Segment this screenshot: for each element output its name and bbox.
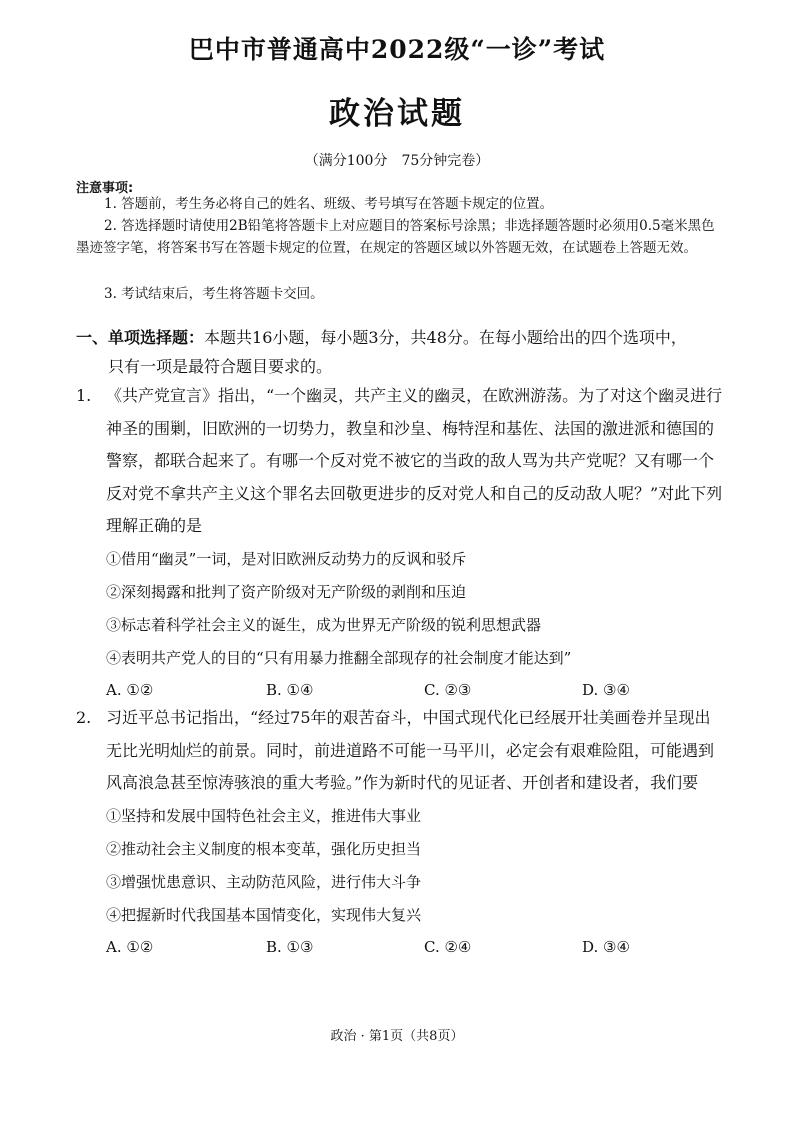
- exam-title: 巴中市普通高中2022级“一诊”考试: [188, 35, 606, 64]
- choice-d: D. ③④: [582, 937, 630, 956]
- option-4: ④表明共产党人的目的“只有用暴力推翻全部现存的社会制度才能达到”: [106, 648, 572, 667]
- answer-choices: [76, 675, 726, 705]
- subject-title: 政治试题: [329, 96, 465, 132]
- question-text: 习近平总书记指出，“经过75年的艰苦奋斗，中国式现代化已经展开壮美画卷并呈现出无比光明灿烂的前景。同时，前进道路不可能一马平川，必定会有艰难险阻，可能遇到风高浪急甚至惊涛骇浪的重大考验。”作为新时代的见证者、开创者和建设者，我们要: [106, 708, 715, 792]
- page-footer: 政治 · 第1页（共8页）: [330, 1029, 464, 1044]
- option-1: ①坚持和发展中国特色社会主义，推进伟大事业: [106, 806, 422, 825]
- choice-b: B. ①④: [266, 680, 314, 699]
- exam-subtitle: （满分100分 75分钟完卷）: [304, 153, 490, 169]
- notice-item-1: 1. 答题前，考生务必将自己的姓名、班级、考号填写在答题卡规定的位置。: [104, 196, 554, 212]
- section-heading: 一、单项选择题：: [76, 328, 205, 347]
- option-1: ①借用“幽灵”一词，是对旧欧洲反动势力的反讽和驳斥: [106, 549, 467, 568]
- question-stem: [76, 380, 726, 543]
- question-stem: [76, 702, 726, 800]
- choice-c: C. ②③: [424, 680, 472, 699]
- question-1: [76, 380, 726, 705]
- question-2: [76, 702, 726, 962]
- question-number: 1.: [76, 386, 92, 405]
- notice-item-3: 3. 考试结束后，考生将答题卡交回。: [104, 286, 324, 302]
- choice-d: D. ③④: [582, 680, 630, 699]
- choice-b: B. ①③: [266, 937, 314, 956]
- choice-c: C. ②④: [424, 937, 472, 956]
- section-instructions-cont: 只有一项是最符合题目要求的。: [108, 357, 333, 376]
- question-text: 《共产党宣言》指出，“一个幽灵，共产主义的幽灵，在欧洲游荡。为了对这个幽灵进行神圣的围剿，旧欧洲的一切势力，教皇和沙皇、梅特涅和基佐、法国的激进派和德国的警察，都联合起来了。有哪一个反对党不被它的当政的敌人骂为共产党呢？又有哪一个反对党不拿共产主义这个罪名去回敬更进步的反对党人和自己的反动敌人呢？”对此下列理解正确的是: [106, 386, 723, 535]
- option-3: ③标志着科学社会主义的诞生，成为世界无产阶级的锐利思想武器: [106, 615, 542, 634]
- section-header: [76, 323, 726, 381]
- notice-heading: 注意事项:: [76, 181, 134, 196]
- option-3: ③增强忧患意识、主动防范风险，进行伟大斗争: [106, 872, 422, 891]
- section-instructions: 本题共16小题，每小题3分，共48分。在每小题给出的四个选项中，: [204, 328, 687, 347]
- option-2: ②推动社会主义制度的根本变革，强化历史担当: [106, 839, 422, 858]
- notice-item-2: 2. 答选择题时请使用2B铅笔将答题卡上对应题目的答案标号涂黑；非选择题答题时必须用0.5毫米黑色墨迹签字笔，将答案书写在答题卡规定的位置，在规定的答题区域以外答题无效，在试题卷上答题无效。: [76, 218, 715, 256]
- answer-choices: [76, 932, 726, 962]
- choice-a: A. ①②: [106, 937, 154, 956]
- choice-a: A. ①②: [106, 680, 154, 699]
- option-4: ④把握新时代我国基本国情变化，实现伟大复兴: [106, 905, 422, 924]
- question-number: 2.: [76, 708, 92, 727]
- option-2: ②深刻揭露和批判了资产阶级对无产阶级的剥削和压迫: [106, 582, 467, 601]
